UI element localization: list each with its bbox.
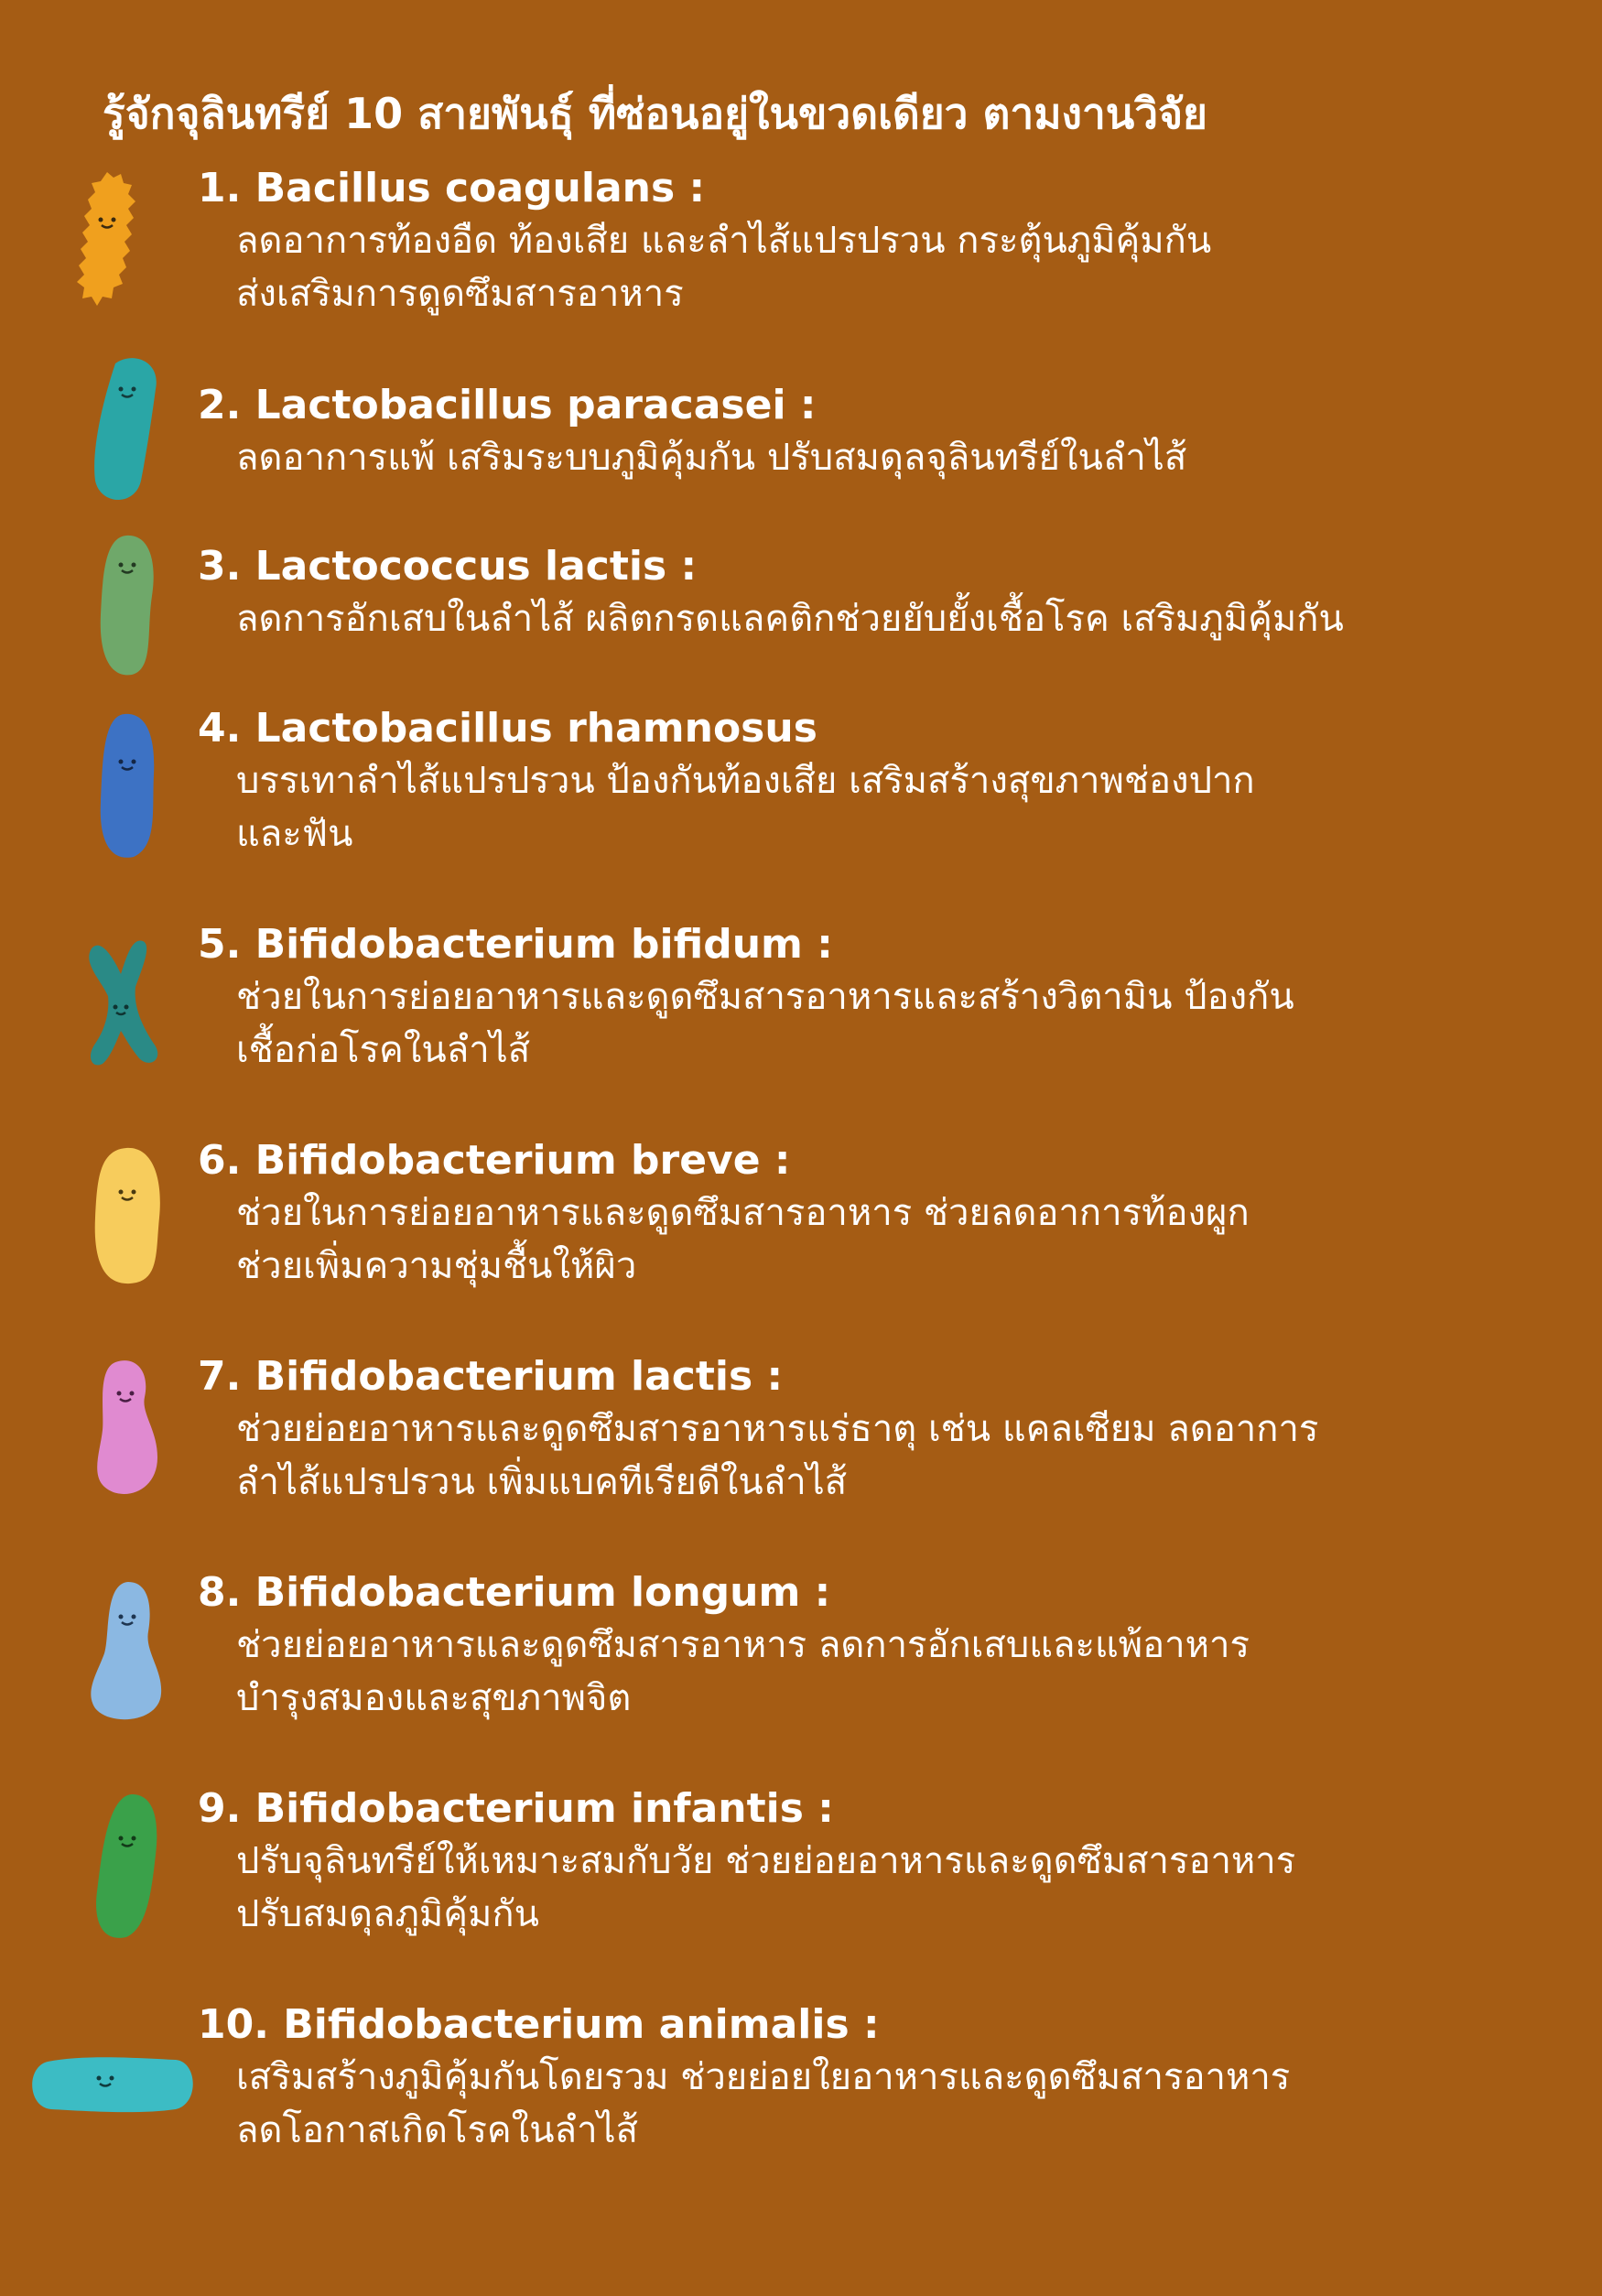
teal-rod-microbe-icon <box>90 352 163 508</box>
strain-heading: 6. Bifidobacterium breve : <box>198 1137 791 1184</box>
green-rod-microbe-icon <box>90 1791 165 1946</box>
strain-description: ปรับจุลินทรีย์ให้เหมาะสมกับวัย ช่วยย่อยอาหารและดูดซึมสารอาหาร ปรับสมดุลภูมิคุ้มกัน <box>236 1840 1296 1935</box>
yellow-bean-microbe-icon <box>90 1144 167 1289</box>
blue-rod-microbe-icon <box>93 710 163 862</box>
strain-heading: 2. Lactobacillus paracasei : <box>198 382 817 428</box>
strain-description: ช่วยย่อยอาหารและดูดซึมสารอาหาร ลดการอักเสบและแพ้อาหาร บำรุงสมองและสุขภาพจิต <box>236 1624 1250 1719</box>
strain-description: ลดการอักเสบในลำไส้ ผลิตกรดแลคติกช่วยยับยั้งเชื้อโรค เสริมภูมิคุ้มกัน <box>236 598 1344 640</box>
strain-description: ช่วยในการย่อยอาหารและดูดซึมสารอาหารและสร้างวิตามิน ป้องกัน เชื้อก่อโรคในลำไส้ <box>236 976 1294 1071</box>
green-bean-microbe-icon <box>92 532 165 678</box>
strain-heading: 1. Bacillus coagulans : <box>198 165 706 211</box>
strain-description: เสริมสร้างภูมิคุ้มกันโดยรวม ช่วยย่อยใยอาหารและดูดซึมสารอาหาร ลดโอกาสเกิดโรคในลำไส้ <box>236 2056 1291 2151</box>
strain-heading: 4. Lactobacillus rhamnosus <box>198 705 817 752</box>
spiky-orange-microbe-icon <box>75 168 139 315</box>
strain-heading: 7. Bifidobacterium lactis : <box>198 1353 784 1400</box>
pink-microbe-icon <box>92 1357 165 1503</box>
strain-heading: 5. Bifidobacterium bifidum : <box>198 921 833 968</box>
strain-heading: 10. Bifidobacterium animalis : <box>198 2001 880 2048</box>
strain-heading: 9. Bifidobacterium infantis : <box>198 1785 834 1832</box>
light-blue-microbe-icon <box>86 1578 168 1727</box>
strain-description: ลดอาการท้องอืด ท้องเสีย และลำไส้แปรปรวน กระตุ้นภูมิคุ้มกัน ส่งเสริมการดูดซึมสารอาหาร <box>236 220 1212 315</box>
page-title: รู้จักจุลินทรีย์ 10 สายพันธุ์ ที่ซ่อนอยู่ในขวดเดียว ตามงานวิจัย <box>103 89 1207 138</box>
strain-description: บรรเทาลำไส้แปรปรวน ป้องกันท้องเสีย เสริมสร้างสุขภาพช่องปาก และฟัน <box>236 760 1255 855</box>
strain-heading: 3. Lactococcus lactis : <box>198 543 698 590</box>
strain-heading: 8. Bifidobacterium longum : <box>198 1569 831 1616</box>
strain-description: ช่วยในการย่อยอาหารและดูดซึมสารอาหาร ช่วยลดอาการท้องผูก ช่วยเพิ่มความชุ่มชื้นให้ผิว <box>236 1192 1250 1287</box>
strain-description: ช่วยย่อยอาหารและดูดซึมสารอาหารแร่ธาตุ เช่น แคลเซียม ลดอาการ ลำไส้แปรปรวน เพิ่มแบคทีเรียดีในลำไส้ <box>236 1408 1319 1503</box>
horizontal-rod-microbe-icon <box>29 2052 198 2117</box>
y-shaped-microbe-icon <box>82 930 174 1077</box>
strain-description: ลดอาการแพ้ เสริมระบบภูมิคุ้มกัน ปรับสมดุลจุลินทรีย์ในลำไส้ <box>236 437 1187 479</box>
